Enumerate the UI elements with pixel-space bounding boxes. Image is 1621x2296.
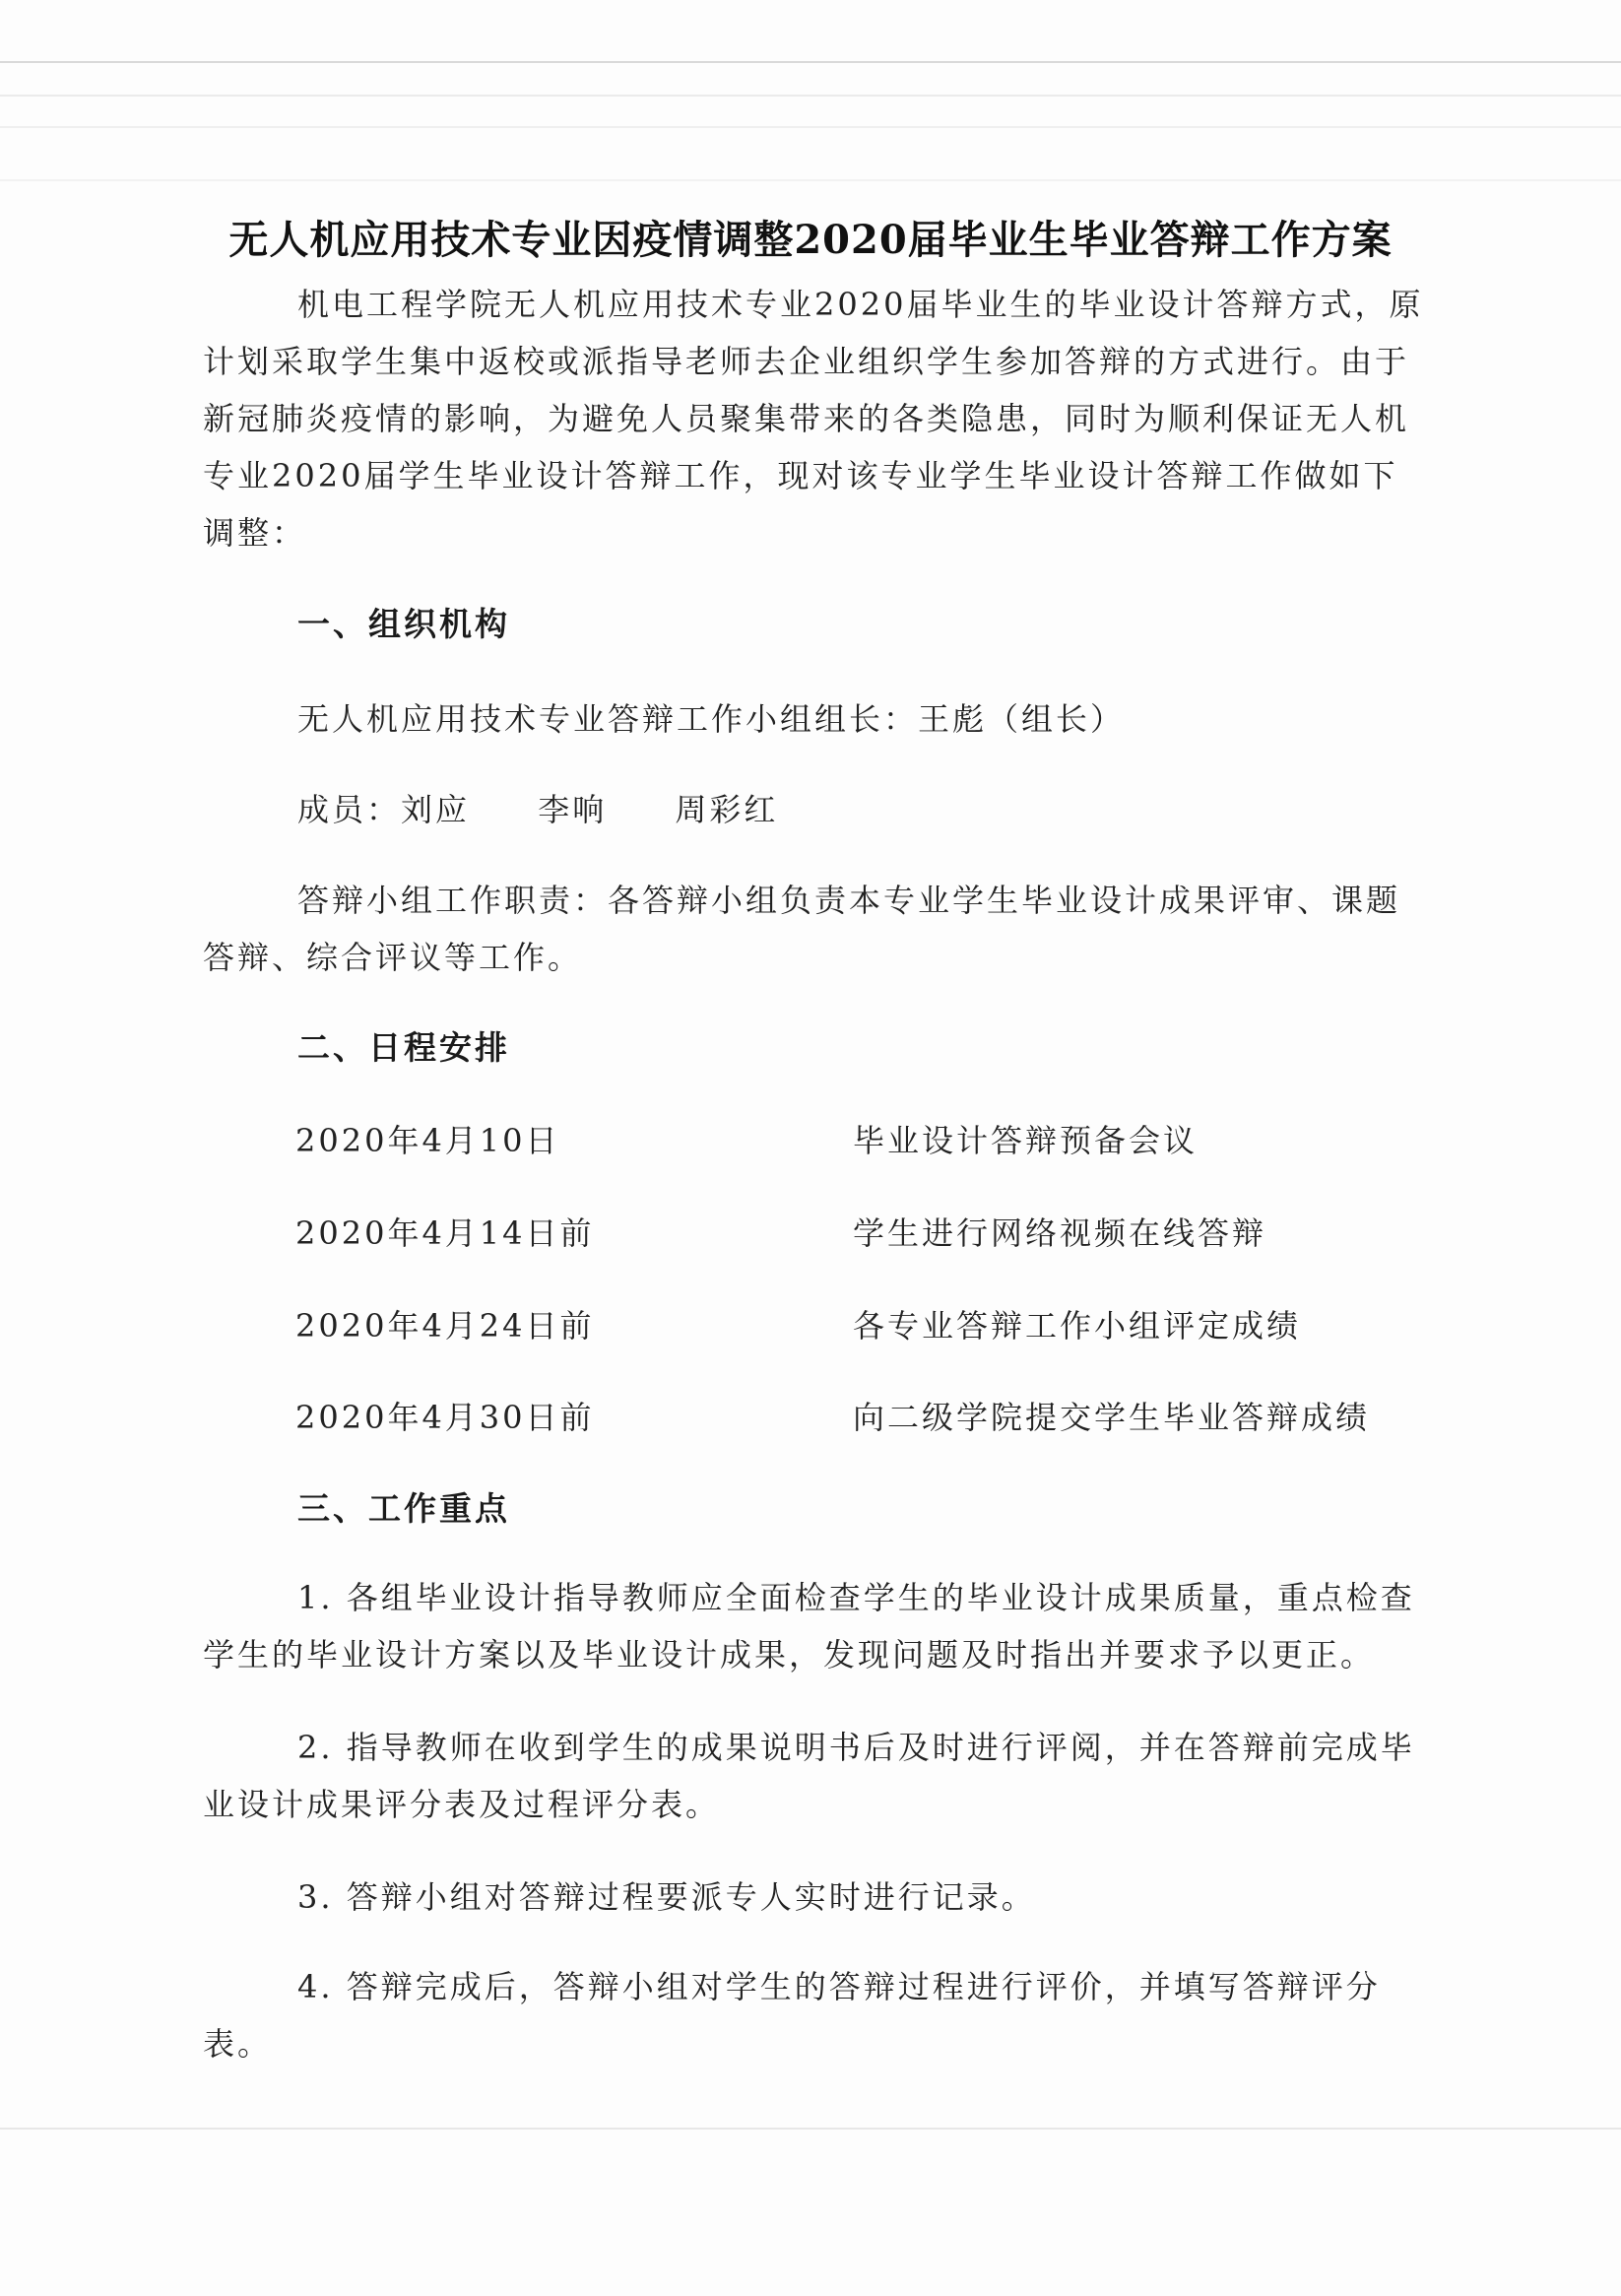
scan-artifact-line bbox=[0, 2128, 1621, 2130]
schedule-date: 2020年4月14日前 bbox=[295, 1214, 595, 1252]
work-focus-item-2: 2. 指导教师在收到学生的成果说明书后及时进行评阅，并在答辩前完成毕业设计成果评分表及过程评分表。 bbox=[203, 1729, 1415, 1823]
work-focus-item-1: 1. 各组毕业设计指导教师应全面检查学生的毕业设计成果质量，重点检查学生的毕业设计方案以及毕业设计成果，发现问题及时指出并要求予以更正。 bbox=[203, 1579, 1415, 1673]
schedule-date: 2020年4月10日 bbox=[295, 1122, 560, 1159]
schedule-date: 2020年4月30日前 bbox=[295, 1399, 595, 1436]
document-title: 无人机应用技术专业因疫情调整2020届毕业生毕业答辩工作方案 bbox=[228, 217, 1393, 263]
member-1: 成员：刘应 bbox=[297, 791, 471, 828]
schedule-task: 各专业答辩工作小组评定成绩 bbox=[853, 1307, 1302, 1345]
scan-artifact-line bbox=[0, 126, 1621, 128]
member-2: 李响 bbox=[538, 791, 608, 828]
work-focus-item-4: 4. 答辩完成后，答辩小组对学生的答辩过程进行评价，并填写答辩评分表。 bbox=[203, 1968, 1381, 2063]
members-line bbox=[297, 785, 833, 830]
schedule-task: 向二级学院提交学生毕业答辩成绩 bbox=[853, 1399, 1371, 1436]
schedule-task: 毕业设计答辩预备会议 bbox=[853, 1122, 1199, 1159]
schedule-task: 学生进行网络视频在线答辩 bbox=[853, 1214, 1267, 1252]
scan-artifact-line bbox=[0, 179, 1621, 181]
work-focus-item-3: 3. 答辩小组对答辩过程要派专人实时进行记录。 bbox=[297, 1878, 1036, 1916]
section-heading-schedule: 二、日程安排 bbox=[297, 1028, 510, 1067]
section-heading-work-focus: 三、工作重点 bbox=[297, 1489, 510, 1528]
scan-artifact-line bbox=[0, 61, 1621, 63]
member-3: 周彩红 bbox=[675, 791, 779, 828]
group-duties-paragraph: 答辩小组工作职责：各答辩小组负责本专业学生毕业设计成果评审、课题答辩、综合评议等工作。 bbox=[203, 882, 1401, 976]
intro-paragraph: 机电工程学院无人机应用技术专业2020届毕业生的毕业设计答辩方式，原计划采取学生集中返校或派指导老师去企业组织学生参加答辩的方式进行。由于新冠肺炎疫情的影响，为避免人员聚集带来的各类隐患，同时为顺利保证无人机专业2020届学生毕业设计答辩工作，现对该专业学生毕业设计答辩工作做如下调整： bbox=[203, 286, 1424, 552]
group-leader-line: 无人机应用技术专业答辩工作小组组长：王彪（组长） bbox=[297, 700, 1126, 738]
schedule-date: 2020年4月24日前 bbox=[295, 1307, 595, 1345]
scan-artifact-line bbox=[0, 95, 1621, 97]
section-heading-organization: 一、组织机构 bbox=[297, 605, 510, 643]
